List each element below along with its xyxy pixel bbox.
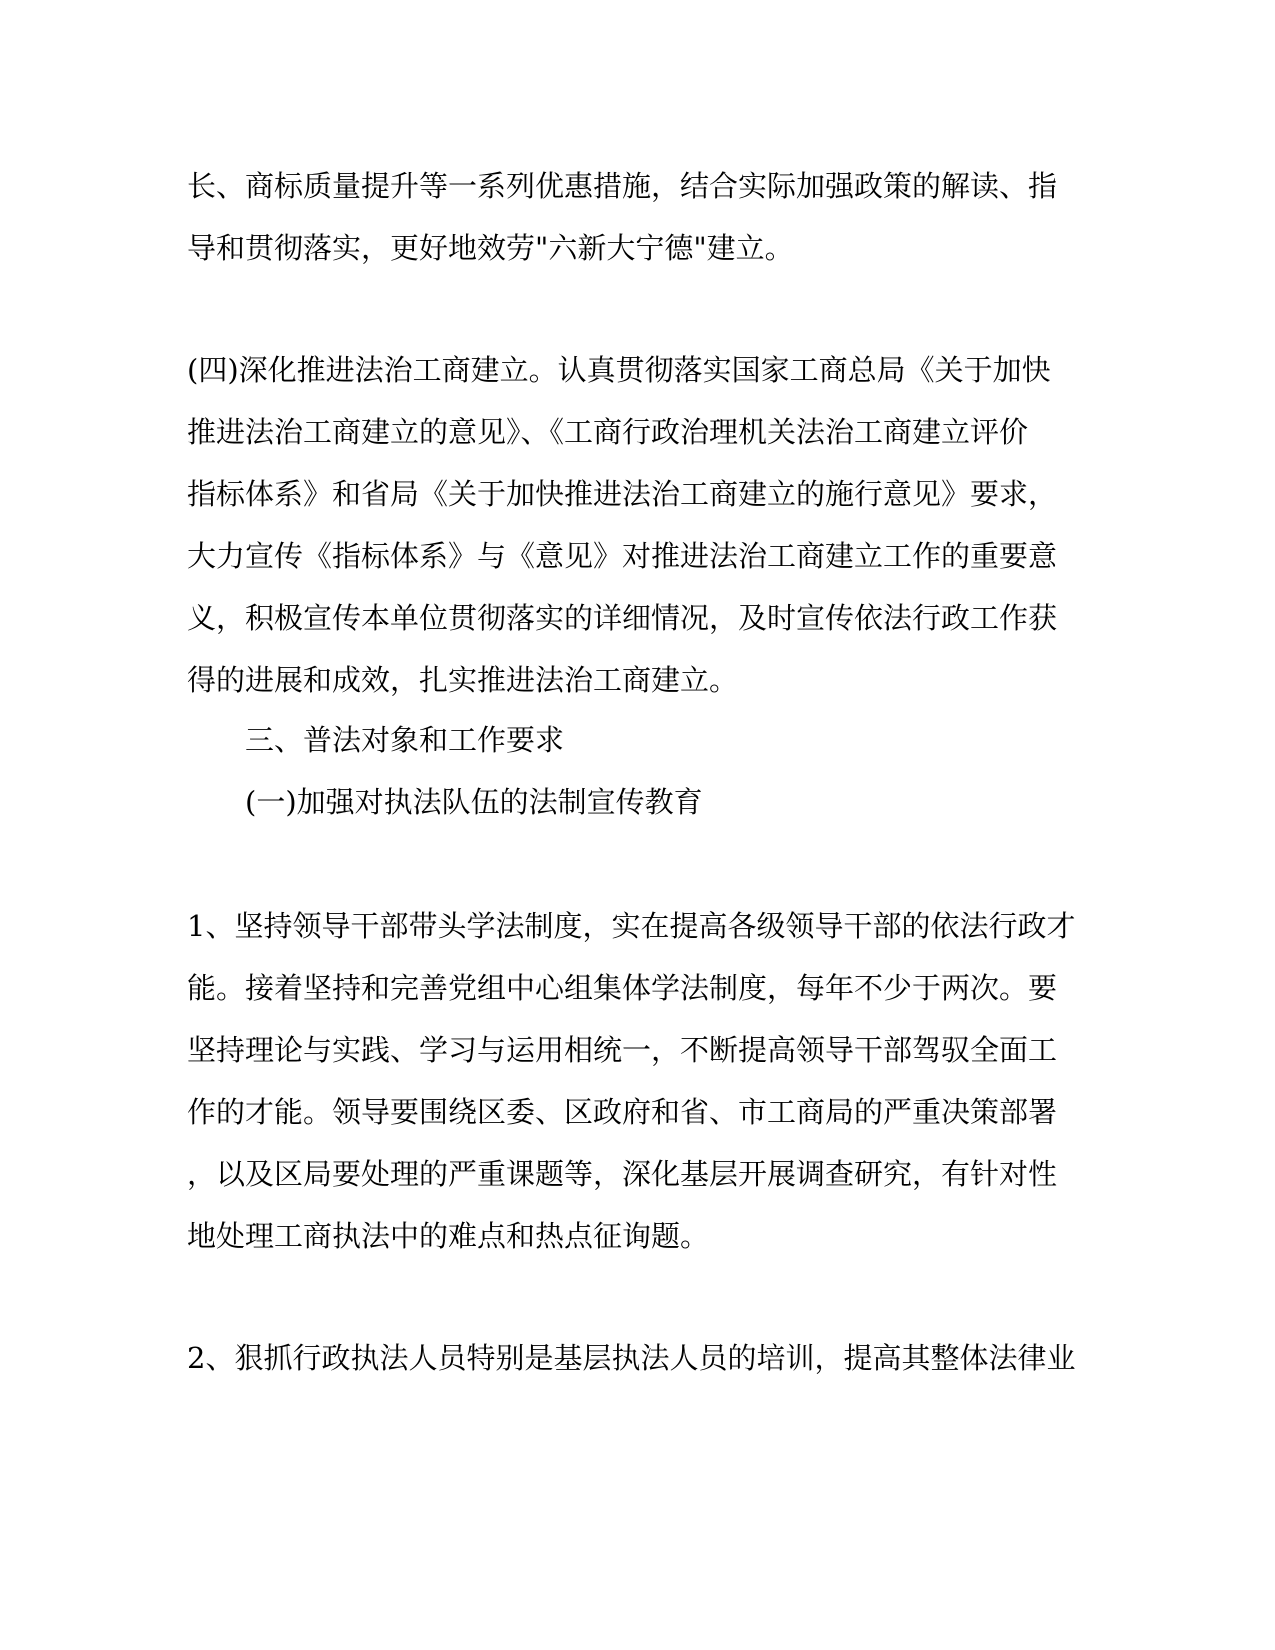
paragraph-line: 2、狠抓行政执法人员特别是基层执法人员的培训，提高其整体法律业: [187, 1341, 1076, 1375]
paragraph-line: 推进法治工商建立的意见》、《工商行政治理机关法治工商建立评价: [187, 415, 1029, 449]
paragraph-line: (四)深化推进法治工商建立。认真贯彻落实国家工商总局《关于加快: [187, 353, 1051, 387]
paragraph-line: 坚持理论与实践、学习与运用相统一，不断提高领导干部驾驭全面工: [187, 1033, 1058, 1067]
paragraph-line: 义，积极宣传本单位贯彻落实的详细情况，及时宣传依法行政工作获: [187, 601, 1058, 635]
paragraph-line: 1、坚持领导干部带头学法制度，实在提高各级领导干部的依法行政才: [187, 909, 1076, 943]
paragraph-line: 长、商标质量提升等一系列优惠措施，结合实际加强政策的解读、指: [187, 169, 1058, 203]
paragraph-line: 指标体系》和省局《关于加快推进法治工商建立的施行意见》要求，: [187, 477, 1058, 511]
paragraph-line: 能。接着坚持和完善党组中心组集体学法制度，每年不少于两次。要: [187, 971, 1058, 1005]
subsection-heading: (一)加强对执法队伍的法制宣传教育: [245, 785, 703, 819]
paragraph-line: 地处理工商执法中的难点和热点征询题。: [187, 1219, 710, 1253]
section-heading: 三、普法对象和工作要求: [245, 723, 565, 757]
paragraph-line: 导和贯彻落实，更好地效劳"六新大宁德"建立。: [187, 231, 794, 265]
paragraph-line: 大力宣传《指标体系》与《意见》对推进法治工商建立工作的重要意: [187, 539, 1058, 573]
paragraph-line: ，以及区局要处理的严重课题等，深化基层开展调查研究，有针对性: [187, 1157, 1058, 1191]
paragraph-line: 得的进展和成效，扎实推进法治工商建立。: [187, 663, 739, 697]
paragraph-line: 作的才能。领导要围绕区委、区政府和省、市工商局的严重决策部署: [187, 1095, 1058, 1129]
